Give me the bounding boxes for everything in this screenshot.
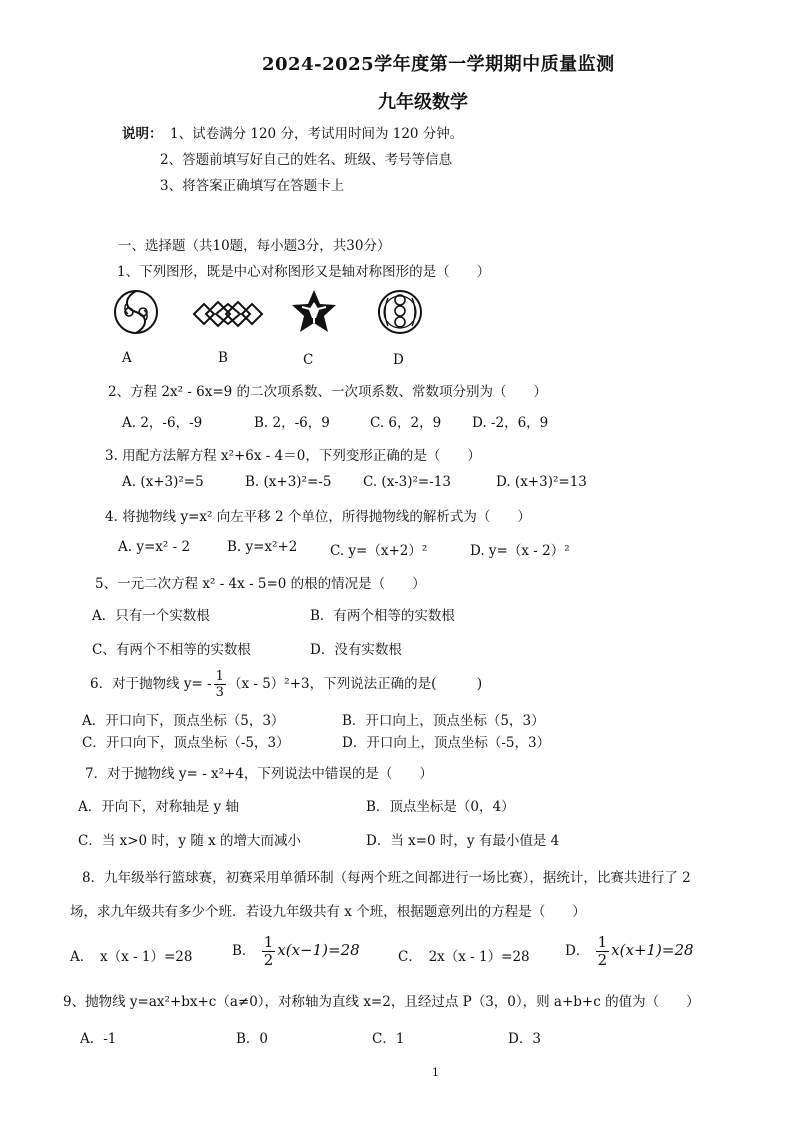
fraction-numerator: 1	[597, 933, 608, 951]
question-8-option-a: A． x（x - 1）=28	[70, 949, 193, 965]
instruction-item: 3、将答案正确填写在答题卡上	[160, 178, 345, 194]
question-8-option-d	[565, 935, 694, 968]
question-6-option: C．开口向下，顶点坐标（-5，3）	[82, 735, 290, 751]
question-4-option: C. y=（x+2）²	[330, 543, 428, 559]
question-2-option: A. 2，-6，-9	[122, 415, 203, 431]
question-3-option: B. (x+3)²=-5	[245, 474, 332, 490]
figure-label-d: D	[393, 352, 404, 368]
question-6-option: B．开口向上，顶点坐标（5，3）	[342, 713, 545, 729]
figure-label-a: A	[122, 350, 132, 366]
question-8-option-b	[232, 935, 360, 968]
question-2-option: C. 6，2，9	[370, 415, 442, 431]
question-8-line-1: 8．九年级举行篮球赛，初赛采用单循环制（每两个班之间都进行一场比赛），据统计，比赛共进行了 2	[82, 870, 691, 886]
fraction-numerator: 1	[215, 669, 224, 684]
question-8-line-2: 场，求九年级共有多少个班．若设九年级共有 x 个班，根据题意列出的方程是（ ）	[70, 904, 586, 920]
question-2-text: 2、方程 2x² - 6x=9 的二次项系数、一次项系数、常数项分别为（ ）	[108, 384, 548, 400]
equation-expr: x(x+1)=28	[611, 941, 694, 959]
question-9-text: 9、抛物线 y=ax²+bx+c（a≠0），对称轴为直线 x=2，且经过点 P（3，0），则 a+b+c 的值为（ ）	[63, 994, 700, 1010]
instruction-item: 1、试卷满分 120 分，考试用时间为 120 分钟。	[170, 126, 464, 142]
question-9-option: B．0	[236, 1031, 269, 1047]
option-label: D．	[565, 943, 590, 959]
question-9-option: A．-1	[80, 1031, 117, 1047]
question-3-option: C. (x-3)²=-13	[363, 474, 451, 490]
exam-title: 2024-2025学年度第一学期期中质量监测	[262, 54, 615, 75]
option-label: B．	[232, 943, 256, 959]
fraction-numerator: 1	[263, 933, 274, 951]
question-6-fraction	[214, 670, 226, 699]
question-6-text	[90, 670, 482, 699]
half-fraction	[596, 935, 610, 968]
question-7-option: D．当 x=0 时，y 有最小值是 4	[366, 833, 560, 849]
fraction-denominator: 3	[215, 685, 224, 700]
question-4-option: B. y=x²+2	[227, 539, 298, 555]
figure-d-circles-icon	[376, 288, 424, 336]
question-5-option: B．有两个相等的实数根	[310, 608, 455, 624]
question-6-text-before: 6．对于抛物线 y= -	[90, 676, 212, 692]
question-3-option: D. (x+3)²=13	[496, 474, 587, 490]
half-fraction	[262, 935, 276, 968]
question-7-option: C．当 x>0 时，y 随 x 的增大而减小	[78, 833, 302, 849]
question-3-text: 3. 用配方法解方程 x²+6x - 4＝0，下列变形正确的是（ ）	[105, 448, 481, 464]
section-heading: 一、选择题（共10题，每小题3分，共30分）	[118, 238, 391, 254]
question-7-text: 7．对于抛物线 y= - x²+4，下列说法中错误的是（ ）	[85, 766, 433, 782]
figure-label-b: B	[218, 350, 228, 366]
page-number: 1	[432, 1066, 439, 1079]
question-5-option: A．只有一个实数根	[92, 608, 210, 624]
figure-b-knot-icon	[192, 294, 264, 334]
figure-label-c: C	[303, 352, 314, 368]
figure-c-star-icon	[290, 288, 338, 336]
question-3-option: A. (x+3)²=5	[122, 474, 204, 490]
exam-subtitle: 九年级数学	[378, 92, 468, 113]
question-6-text-after: （x - 5）²+3，下列说法正确的是( )	[227, 676, 483, 692]
question-1-text: 1、下列图形，既是中心对称图形又是轴对称图形的是（ ）	[117, 264, 491, 280]
question-9-option: D．3	[508, 1031, 541, 1047]
question-5-text: 5、一元二次方程 x² - 4x - 5=0 的根的情况是（ ）	[95, 576, 426, 592]
question-6-option: D．开口向上，顶点坐标（-5，3）	[342, 735, 551, 751]
fraction-denominator: 2	[597, 951, 608, 969]
question-2-option: D. -2，6，9	[472, 415, 549, 431]
question-8-option-c: C． 2x（x - 1）=28	[398, 949, 530, 965]
question-7-option: A．开向下，对称轴是 y 轴	[78, 799, 239, 815]
question-5-option: D．没有实数根	[310, 642, 402, 658]
question-6-option: A．开口向下，顶点坐标（5，3）	[82, 713, 285, 729]
fraction-denominator: 2	[263, 951, 274, 969]
equation-expr: x(x−1)=28	[277, 941, 360, 959]
instruction-item: 2、答题前填写好自己的姓名、班级、考号等信息	[160, 152, 453, 168]
question-2-option: B. 2，-6，9	[254, 415, 330, 431]
question-4-text: 4. 将抛物线 y=x² 向左平移 2 个单位，所得抛物线的解析式为（ ）	[105, 509, 531, 525]
question-5-option: C、有两个不相等的实数根	[92, 642, 251, 658]
question-4-option: D. y=（x - 2）²	[470, 543, 570, 559]
question-7-option: B．顶点坐标是（0，4）	[366, 799, 515, 815]
instructions-label: 说明：	[122, 126, 163, 142]
figure-a-taiji-icon	[112, 288, 160, 336]
question-9-option: C．1	[372, 1031, 405, 1047]
question-4-option: A. y=x² - 2	[118, 539, 191, 555]
